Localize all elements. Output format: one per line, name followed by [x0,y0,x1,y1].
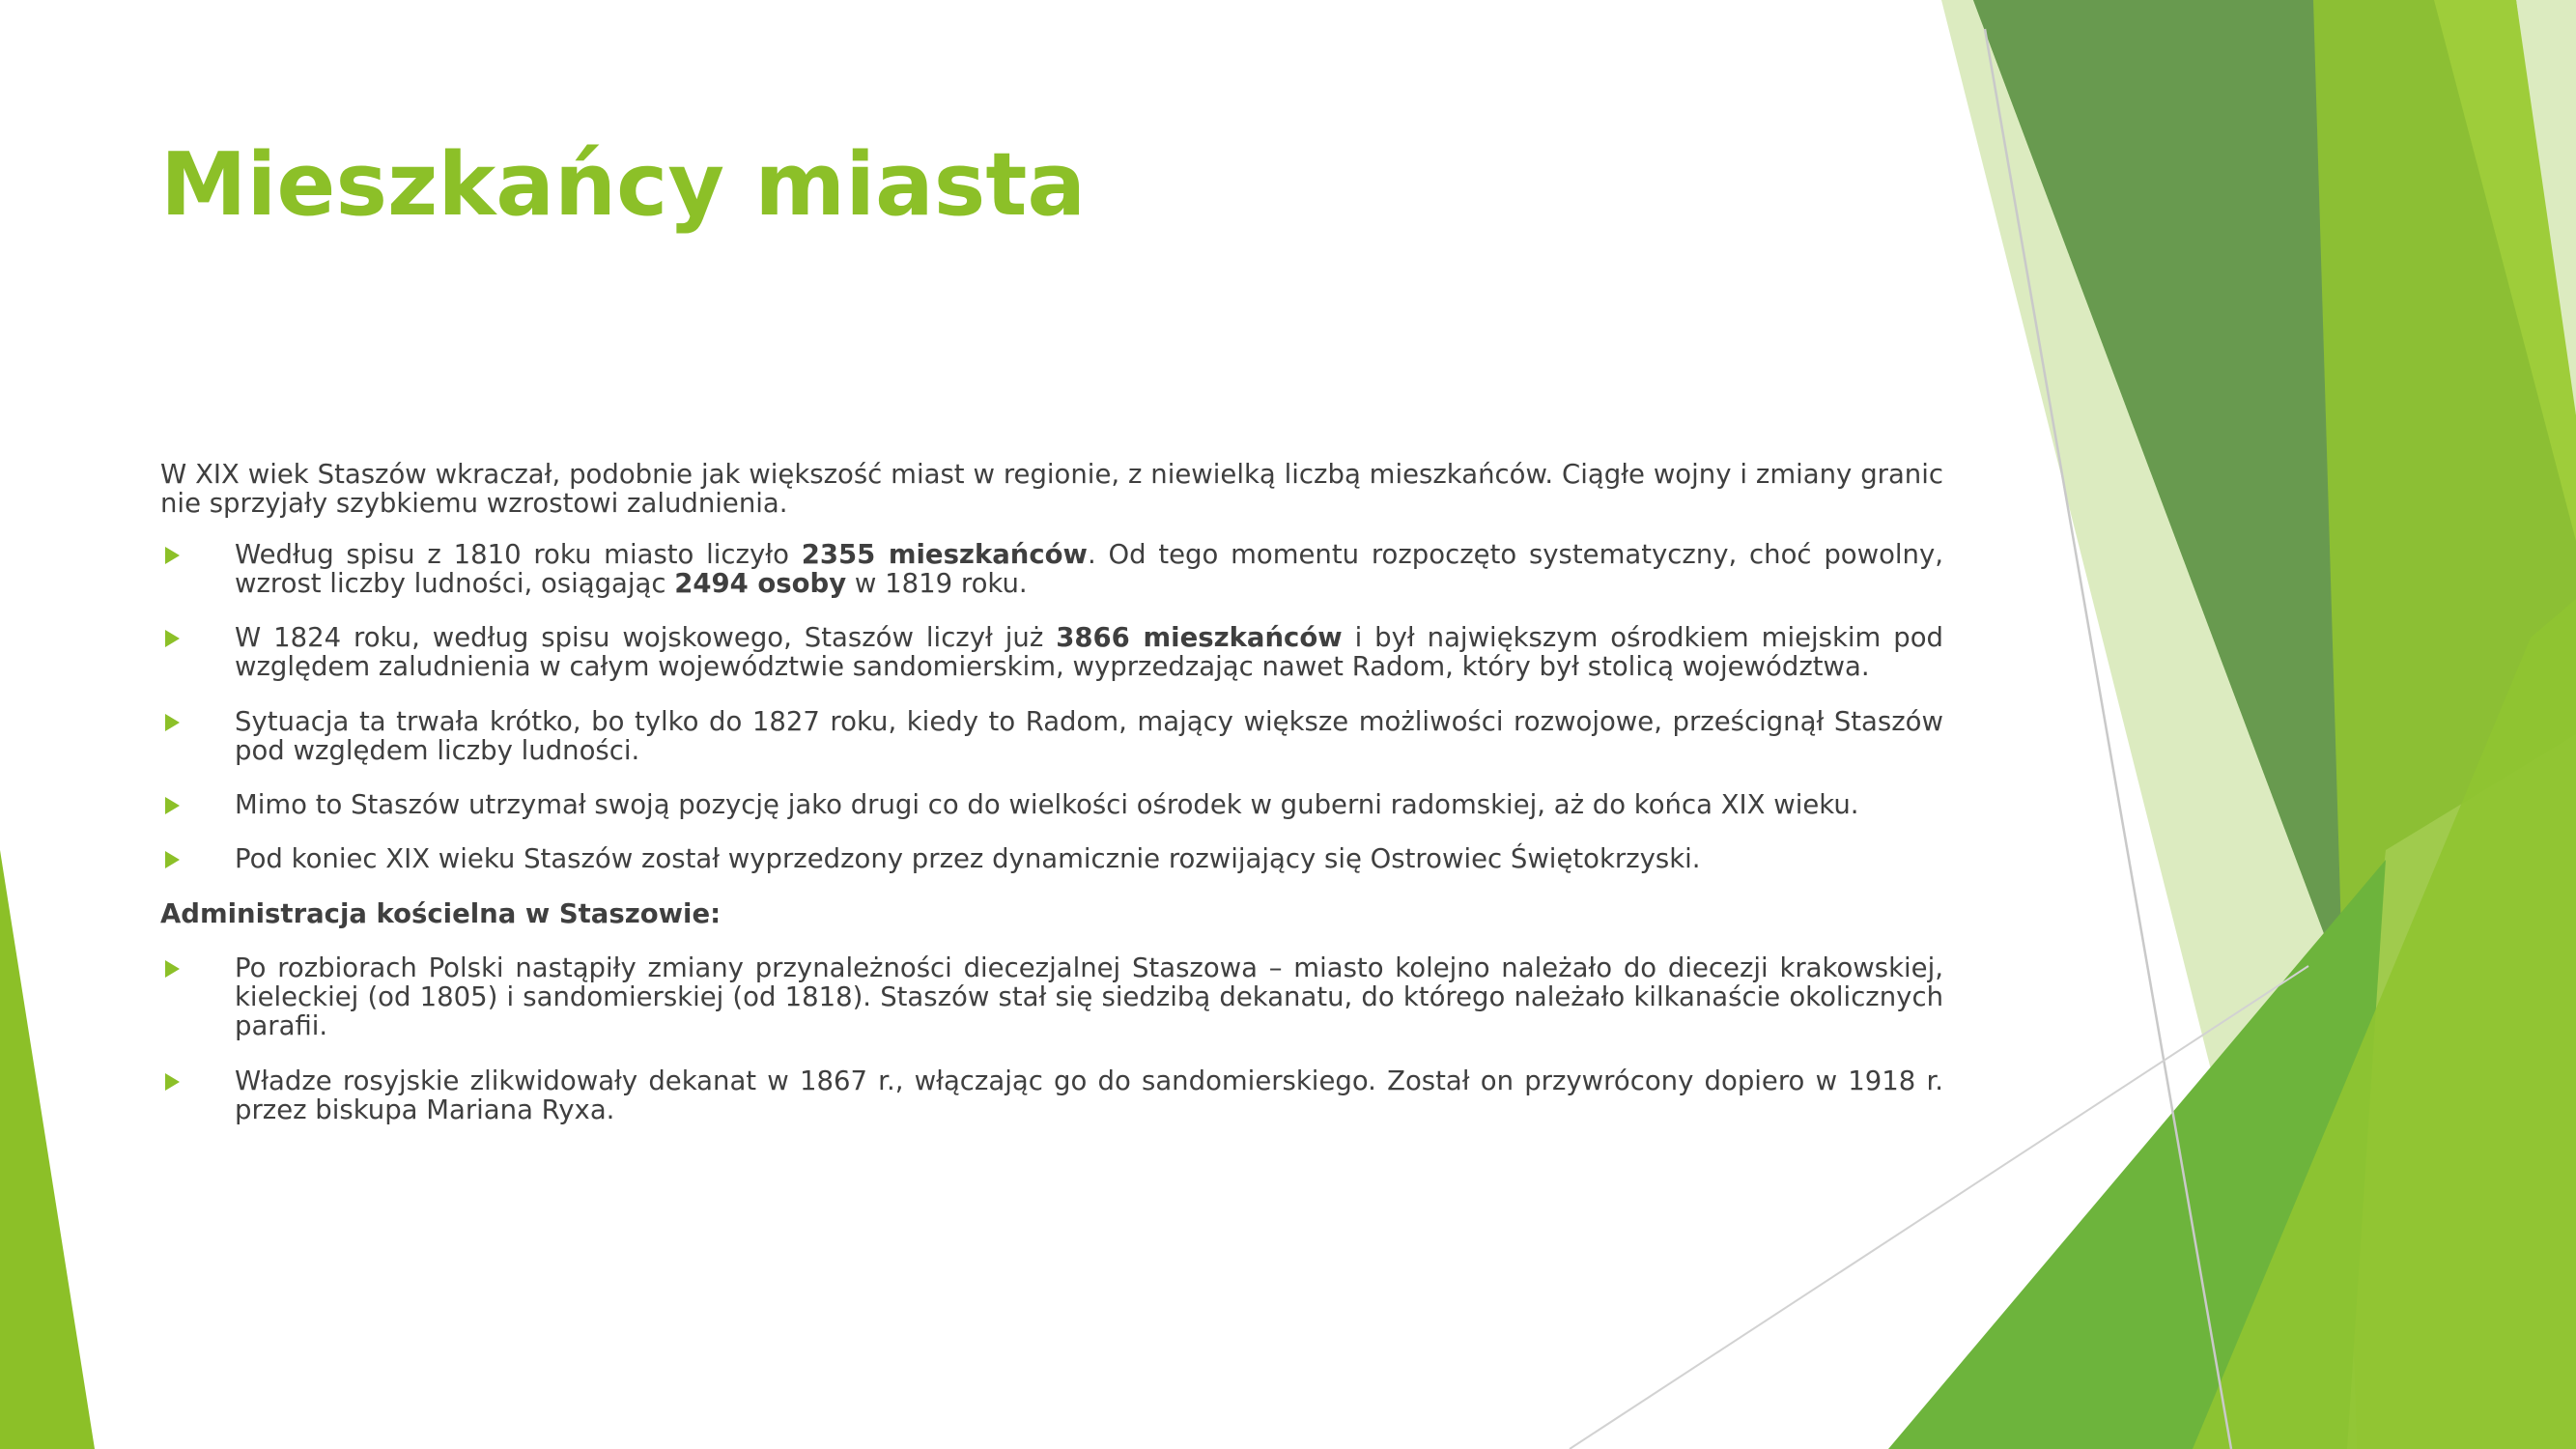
slide-title: Mieszkańcy miasta [160,134,1087,236]
bullet-text: W 1824 roku, według spisu wojskowego, Staszów liczył już [235,622,1057,653]
left-green-sliver [0,850,95,1449]
list-item [160,623,1943,682]
list-item [160,540,1943,599]
bullet-text: Sytuacja ta trwała krótko, bo tylko do 1827 roku, kiedy to Radom, mający większe możliwości rozwojowe, prześcignął Staszów pod względem liczby ludności. [235,705,1943,766]
bullet-bold-text: 2494 osoby [674,567,847,599]
population-bullet-list [160,540,1943,874]
bullet-bold-text: 3866 mieszkańców [1056,622,1343,653]
bullet-text: Władze rosyjskie zlikwidowały dekanat w 1867 r., włączając go do sandomierskiego. Został on przywrócony dopiero w 1918 r. przez biskupa Mariana Ryxa. [235,1065,1943,1125]
bullet-text: Po rozbiorach Polski nastąpiły zmiany przynależności diecezjalnej Staszowa – miasto kolejno należało do diecezji krakowskiej, kieleckiej (od 1805) i sandomierskiej (od 1818). Staszów stał się siedzibą dekanatu, do którego należało kilkanaście okolicznych parafii. [235,952,1943,1042]
bullet-text: i był największym ośrodkiem miejskim pod względem zaludnienia w całym województwie sandomierskim, wyprzedzając nawet Radom, który był stolicą województwa. [235,622,1943,683]
bullet-text: . Od tego momentu rozpoczęto systematyczny, choć powolny, wzrost liczby ludności, osiągając [235,538,1943,599]
triangle-bullet-icon [165,851,180,868]
triangle-bullet-icon [165,1073,180,1091]
triangle-bullet-icon [165,547,180,564]
triangle-bullet-icon [165,960,180,978]
church-section-heading: Administracja kościelna w Staszowie: [160,897,722,929]
triangle-bullet-icon [165,630,180,647]
bullet-text: w 1819 roku. [846,567,1028,599]
list-item [160,790,1943,819]
bullet-text: Mimo to Staszów utrzymał swoją pozycję jako drugi co do wielkości ośrodek w guberni radomskiej, aż do końca XIX wieku. [235,789,1859,820]
list-item [160,844,1943,873]
list-item [160,953,1943,1041]
list-item [160,707,1943,766]
bullet-bold-text: 2355 mieszkańców [801,538,1088,570]
intro-paragraph: W XIX wiek Staszów wkraczał, podobnie jak większość miast w regionie, z niewielką liczbą mieszkańców. Ciągłe wojny i zmiany granic nie sprzyjały szybkiemu wzrostowi zaludnienia. [160,459,1943,520]
bullet-text: Pod koniec XIX wieku Staszów został wyprzedzony przez dynamicznie rozwijający się Ostrowiec Świętokrzyski. [235,843,1701,875]
list-item [160,1066,1943,1125]
bullet-text: Według spisu z 1810 roku miasto liczyło [235,538,802,570]
triangle-bullet-icon [165,714,180,731]
slide-body [160,460,1943,1150]
triangle-bullet-icon [165,797,180,814]
church-bullet-list [160,953,1943,1124]
